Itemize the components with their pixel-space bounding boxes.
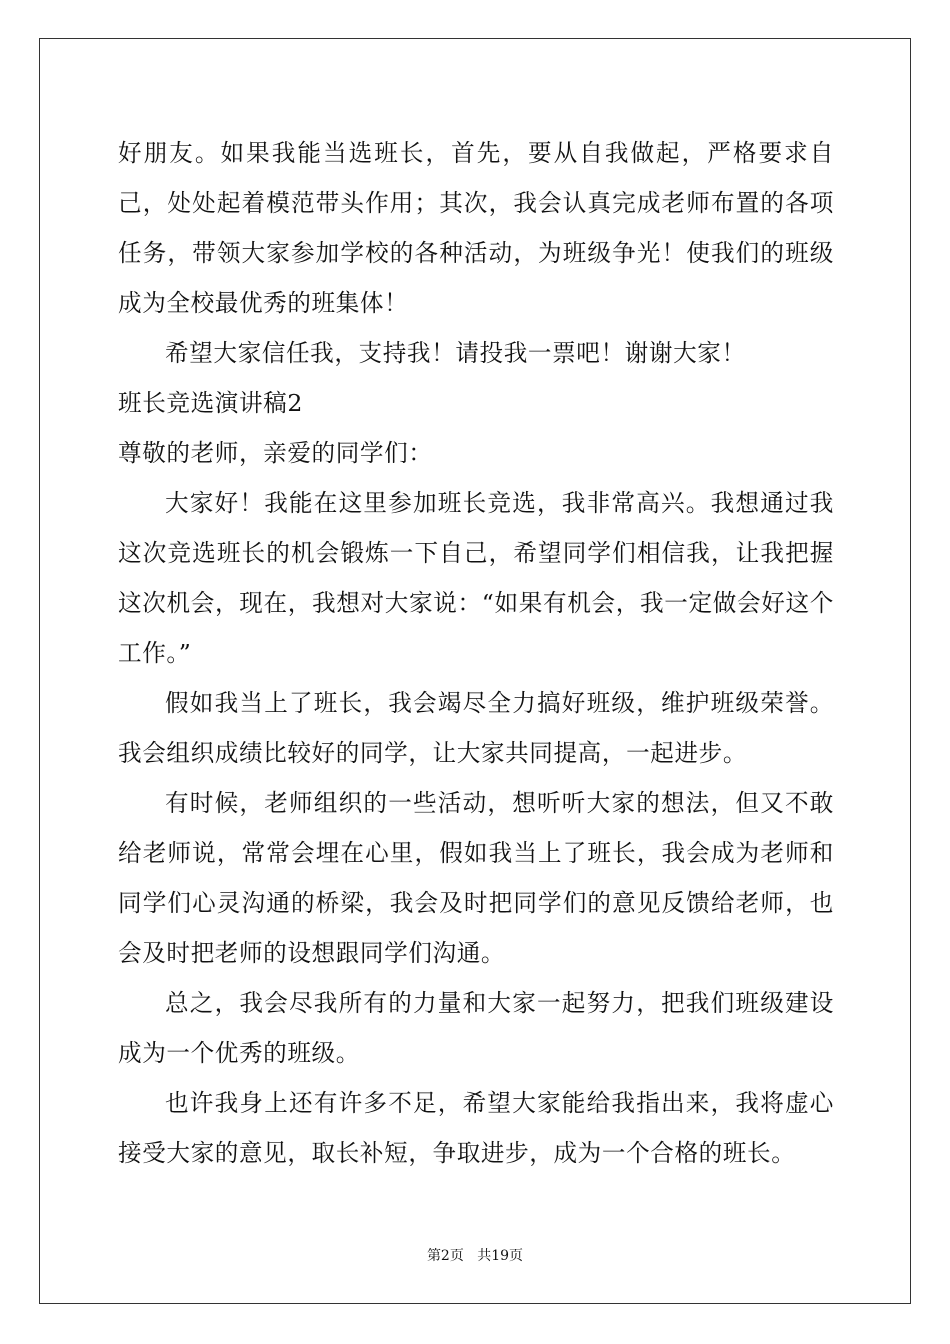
- paragraph-2: 希望大家信任我，支持我！请投我一票吧！谢谢大家！: [165, 339, 746, 367]
- page-total: 共19页: [477, 1248, 524, 1264]
- paragraph-7: 也许我身上还有许多不足，希望大家能给我指出来，我将虚心接受大家的意见，取长补短，争取进步，成为一个合格的班长。: [118, 1089, 834, 1167]
- paragraph-4: 假如我当上了班长，我会竭尽全力搞好班级，维护班级荣誉。我会组织成绩比较好的同学，让大家共同提高，一起进步。: [118, 689, 834, 767]
- paragraph-6: 总之，我会尽我所有的力量和大家一起努力，把我们班级建设成为一个优秀的班级。: [118, 989, 834, 1067]
- page-footer: [0, 1246, 950, 1266]
- paragraph-1: 好朋友。如果我能当选班长，首先，要从自我做起，严格要求自己，处处起着模范带头作用；其次，我会认真完成老师布置的各项任务，带领大家参加学校的各种活动，为班级争光！使我们的班级成为全校最优秀的班集体！: [118, 139, 834, 317]
- paragraph-5: 有时候，老师组织的一些活动，想听听大家的想法，但又不敢给老师说，常常会埋在心里，假如我当上了班长，我会成为老师和同学们心灵沟通的桥梁，我会及时把同学们的意见反馈给老师，也会及时把老师的设想跟同学们沟通。: [118, 789, 834, 967]
- page-number: 第2页: [426, 1248, 464, 1264]
- section-heading: 班长竞选演讲稿2: [118, 389, 303, 417]
- paragraph-3: 大家好！我能在这里参加班长竞选，我非常高兴。我想通过我这次竞选班长的机会锻炼一下自己，希望同学们相信我，让我把握这次机会，现在，我想对大家说：“如果有机会，我一定做会好这个工作。”: [118, 489, 834, 667]
- salutation: 尊敬的老师，亲爱的同学们：: [118, 439, 433, 467]
- document-body: [118, 128, 834, 1178]
